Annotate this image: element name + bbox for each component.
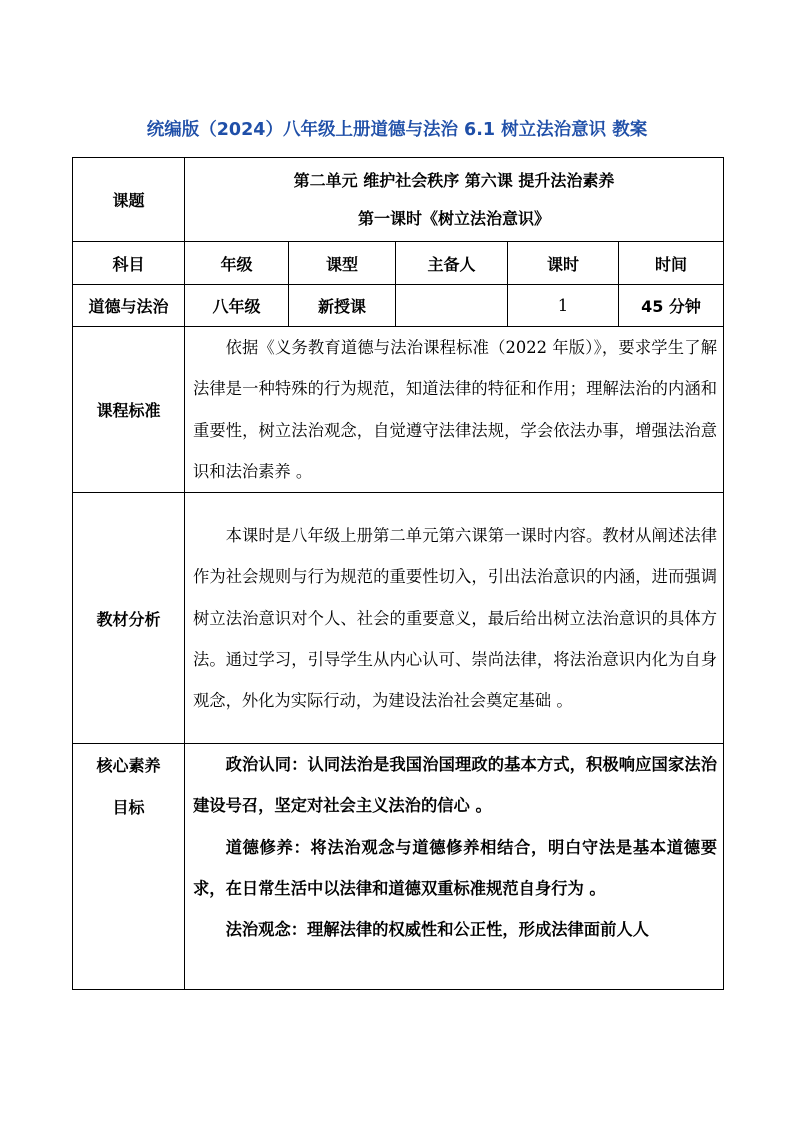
goals-label-cell [73,744,185,990]
standard-cell [185,327,724,493]
header-lesson-type: 课型 [289,242,396,285]
material-label: 教材分析 [73,493,185,744]
topic-value-cell [185,158,724,242]
header-preparer: 主备人 [396,242,508,285]
value-periods: 1 [508,285,619,327]
standard-text: 依据《义务教育道德与法治课程标准（2022 年版）》，要求学生了解法律是一种特殊的行为规范，知道法律的特征和作用；理解法治的内涵和重要性，树立法治观念，自觉遵守法律法规，学会依法办事，增强法治意识和法治素养 。 [193,338,717,481]
goals-row [73,744,724,990]
header-grade: 年级 [185,242,289,285]
topic-line-2: 第一课时《树立法治意识》 [357,208,550,228]
document-title: 统编版（2024）八年级上册道德与法治 6.1 树立法治意识 教案 [146,120,648,140]
material-row [73,493,724,744]
value-grade: 八年级 [185,285,289,327]
standard-row [73,327,724,493]
goals-cell [185,744,724,990]
material-text: 本课时是八年级上册第二单元第六课第一课时内容。教材从阐述法律作为社会规则与行为规范的重要性切入，引出法治意识的内涵，进而强调树立法治意识对个人、社会的重要意义，最后给出树立法治意识的具体方法。通过学习，引导学生从内心认可、崇尚法律，将法治意识内化为自身观念，外化为实际行动，为建设法治社会奠定基础 。 [193,525,717,711]
value-subject: 道德与法治 [73,285,185,327]
header-periods: 课时 [508,242,619,285]
header-time: 时间 [619,242,724,285]
goals-label-line-1: 核心素养 [96,756,161,776]
header-subject: 科目 [73,242,185,285]
goal-rule-of-law: 法治观念：理解法律的权威性和公正性，形成法律面前人人 [225,920,649,940]
material-cell [185,493,724,744]
goal-political-identity: 政治认同：认同法治是我国治国理政的基本方式，积极响应国家法治建设号召，坚定对社会主义法治的信心 。 [193,755,717,816]
goals-label-line-2: 目标 [112,798,145,818]
standard-label: 课程标准 [73,327,185,493]
lesson-plan-table [72,157,724,990]
header-row [73,242,724,285]
topic-row [73,158,724,242]
value-preparer [396,285,508,327]
topic-label: 课题 [73,158,185,242]
goal-moral-cultivation: 道德修养：将法治观念与道德修养相结合，明白守法是基本道德要求，在日常生活中以法律和道德双重标准规范自身行为 。 [193,837,717,899]
value-row [73,285,724,327]
value-time: 45 分钟 [619,285,724,327]
value-lesson-type: 新授课 [289,285,396,327]
goals-content [185,744,723,989]
topic-line-1: 第二单元 维护社会秩序 第六课 提升法治素养 [293,170,615,190]
